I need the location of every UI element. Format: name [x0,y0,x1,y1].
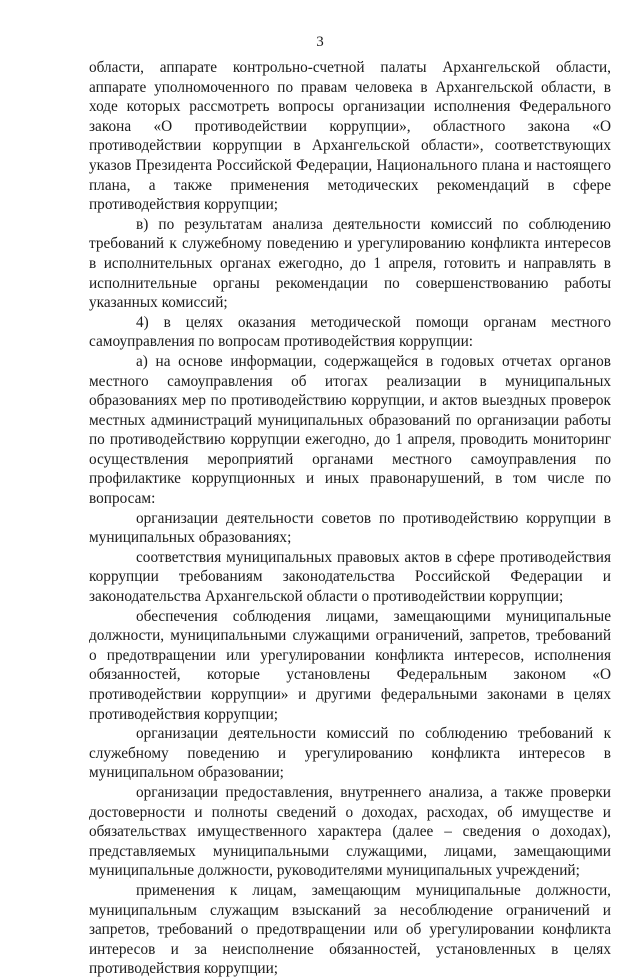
paragraph-subitem-compliance: обеспечения соблюдения лицами, замещающими муниципальные должности, муниципальными служащими ограничений, запретов, требований о предотвращении или урегулировании конфликта интересов, исполнения обязанностей, которые установлены Федеральным законом «О противодействии коррупции» и другими федеральными законами в целях противодействия коррупции; [89,607,611,723]
paragraph-subitem-councils: организации деятельности советов по противодействию коррупции в муниципальных образованиях; [89,509,611,547]
paragraph-subitem-income-info: организации предоставления, внутреннего анализа, а также проверки достоверности и полноты сведений о доходах, расходах, об имуществе и обязательствах имущественного характера (далее – сведения о доходах), представляемых муниципальными служащими, лицами, замещающими муниципальные должности, руководителями муниципальных учреждений; [89,783,611,880]
paragraph-item-4: 4) в целях оказания методической помощи органам местного самоуправления по вопросам противодействия коррупции: [89,313,611,351]
paragraph-item-v: в) по результатам анализа деятельности комиссий по соблюдению требований к служебному поведению и урегулированию конфликта интересов в исполнительных органах ежегодно, до 1 апреля, готовить и направлять в исполнительные органы рекомендации по совершенствованию работы указанных комиссий; [89,215,611,312]
paragraph-continuation: области, аппарате контрольно-счетной палаты Архангельской области, аппарате уполномоченного по правам человека в Архангельской области, в ходе которых рассмотреть вопросы организации исполнения Федерального закона «О противодействии коррупции», областного закона «О противодействии коррупции в Архангельской области», соответствующих указов Президента Российской Федерации, Национального плана и настоящего плана, а также применения методических рекомендаций в сфере противодействия коррупции; [89,59,611,214]
document-body [89,58,611,979]
paragraph-subitem-legal-acts: соответствия муниципальных правовых актов в сфере противодействия коррупции требованиям законодательства Российской Федерации и законодательства Архангельской области о противодействии коррупции; [89,548,611,606]
paragraph-subitem-commissions: организации деятельности комиссий по соблюдению требований к служебному поведению и урегулированию конфликта интересов в муниципальном образовании; [89,725,611,782]
paragraph-subitem-penalties: применения к лицам, замещающим муниципальные должности, муниципальным служащим взысканий за несоблюдение ограничений и запретов, требований о предотвращении или об урегулировании конфликта интересов и за неисполнение обязанностей, установленных в целях противодействия коррупции; [89,881,611,978]
page-number: 3 [316,34,324,50]
paragraph-item-a: а) на основе информации, содержащейся в годовых отчетах органов местного самоуправления об итогах реализации в муниципальных образованиях мер по противодействию коррупции, и актов выездных проверок местных администраций муниципальных образований по организации работы по противодействию коррупции ежегодно, до 1 апреля, проводить мониторинг осуществления мероприятий органами местного самоуправления по профилактике коррупционных и иных правонарушений, в том числе по вопросам: [89,352,611,508]
